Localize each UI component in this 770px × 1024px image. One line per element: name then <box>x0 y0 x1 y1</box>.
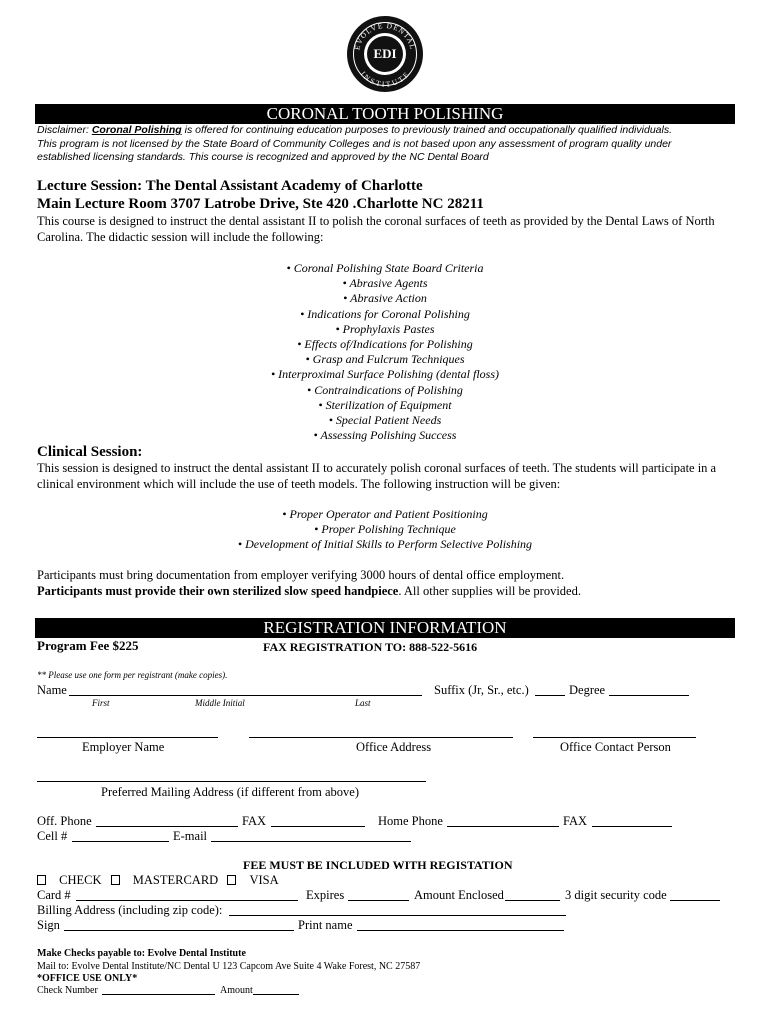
card-label: Card # <box>37 888 71 902</box>
list-item: • Assessing Polishing Success <box>313 428 457 443</box>
check-number-field[interactable] <box>102 994 215 995</box>
first-name-caption: First <box>92 698 110 708</box>
list-item: • Proper Operator and Patient Positioning <box>282 507 488 521</box>
title-banner: CORONAL TOOTH POLISHING <box>35 104 735 124</box>
list-item: • Abrasive Agents <box>342 276 428 291</box>
check-checkbox[interactable] <box>37 875 46 885</box>
home-phone-field[interactable] <box>447 826 559 827</box>
email-label: E-mail <box>173 829 208 843</box>
middle-initial-caption: Middle Initial <box>195 698 245 708</box>
office-phone-field[interactable] <box>96 826 238 827</box>
employer-name-caption: Employer Name <box>82 740 165 754</box>
disclaimer <box>37 124 737 165</box>
billing-address-label: Billing Address (including zip code): <box>37 903 223 917</box>
list-item: • Proper Polishing Technique <box>314 522 456 537</box>
requirement-documentation: Participants must bring documentation from employer verifying 3000 hours of dental office employment. <box>37 568 565 582</box>
expires-field[interactable] <box>348 900 409 901</box>
visa-label: VISA <box>249 873 279 887</box>
mail-to: Mail to: Evolve Dental Institute/NC Dental U 123 Capcom Ave Suite 4 Wake Forest, NC 27587 <box>37 961 421 972</box>
mastercard-label: MASTERCARD <box>132 873 219 887</box>
disclaimer-line3: established licensing standards. This course is recognized and approved by the NC Dental Board <box>37 151 489 163</box>
cell-field[interactable] <box>72 841 169 842</box>
disclaimer-line2: This program is not licensed by the State Board of Community Colleges and is not based upon any assessment of program quality under <box>37 137 672 150</box>
expires-label: Expires <box>306 888 345 902</box>
last-name-caption: Last <box>355 698 371 708</box>
fax-registration: FAX REGISTRATION TO: 888-522-5616 <box>263 640 478 654</box>
clinical-heading: Clinical Session: <box>37 444 143 460</box>
signature-field[interactable] <box>64 930 294 931</box>
requirements <box>37 567 737 599</box>
print-name-field[interactable] <box>357 930 564 931</box>
degree-field[interactable] <box>609 695 689 696</box>
list-item: • Special Patient Needs <box>328 413 442 428</box>
home-phone-label: Home Phone <box>378 814 443 828</box>
clinical-description <box>37 460 737 492</box>
billing-address-field[interactable] <box>229 915 566 916</box>
amount-label: Amount <box>220 985 253 996</box>
mastercard-checkbox[interactable] <box>111 875 120 885</box>
security-code-label: 3 digit security code <box>565 888 667 902</box>
cell-label: Cell # <box>37 829 68 843</box>
amount-enclosed-field[interactable] <box>505 900 560 901</box>
home-fax-field[interactable] <box>592 826 672 827</box>
disclaimer-label: Disclaimer: <box>37 124 92 136</box>
visa-checkbox[interactable] <box>227 875 236 885</box>
checks-payable: Make Checks payable to: Evolve Dental Institute <box>37 948 246 959</box>
list-item: • Prophylaxis Pastes <box>335 321 435 336</box>
security-code-field[interactable] <box>670 900 720 901</box>
disclaimer-course: Coronal Polishing <box>91 124 182 136</box>
name-label: Name <box>37 683 67 697</box>
check-label: CHECK <box>59 873 102 887</box>
lecture-location: Main Lecture Room 3707 Latrobe Drive, Ste 420 .Charlotte NC 28211 <box>37 196 484 212</box>
fax-field[interactable] <box>271 826 365 827</box>
registration-banner: REGISTRATION INFORMATION <box>35 618 735 638</box>
list-item: • Coronal Polishing State Board Criteria <box>286 261 484 275</box>
list-item: • Sterilization of Equipment <box>318 397 452 412</box>
clinical-body-line1: This session is designed to instruct the dental assistant II to accurately polish coronal surfaces of teeth. The students will participate in a <box>37 461 717 475</box>
disclaimer-line1: is offered for continuing education purposes to previously trained and occupationally qualified individuals. <box>181 124 672 136</box>
evolve-dental-logo <box>347 16 423 92</box>
office-address-field[interactable] <box>249 737 513 738</box>
suffix-label: Suffix (Jr, Sr., etc.) <box>434 683 529 697</box>
lecture-body-line1: This course is designed to instruct the dental assistant II to polish the coronal surfaces of teeth as provided by the Dental Laws of North <box>37 214 715 228</box>
office-phone-label: Off. Phone <box>37 814 92 828</box>
office-contact-field[interactable] <box>533 737 696 738</box>
list-item: • Development of Initial Skills to Perform Selective Polishing <box>237 537 533 552</box>
card-number-field[interactable] <box>76 900 298 901</box>
lecture-description <box>37 213 737 245</box>
clinical-topics <box>35 507 735 553</box>
lecture-topics <box>35 261 735 443</box>
logo-bottom-text: INSTITUTE <box>358 69 412 89</box>
list-item: • Grasp and Fulcrum Techniques <box>305 352 465 367</box>
list-item: • Abrasive Action <box>343 291 427 306</box>
list-item: • Indications for Coronal Polishing <box>300 306 470 321</box>
clinical-body-line2: clinical environment which will include the use of teeth models. The following instruction will be given: <box>37 477 561 491</box>
logo-top-text: EVOLVE DENTAL <box>352 20 418 51</box>
office-address-caption: Office Address <box>356 740 432 754</box>
list-item: • Effects of/Indications for Polishing <box>297 337 473 352</box>
amount-field[interactable] <box>253 994 299 995</box>
requirement-handpiece: Participants must provide their own sterilized slow speed handpiece <box>37 584 399 598</box>
fax-label: FAX <box>242 814 267 828</box>
employer-name-field[interactable] <box>37 737 218 738</box>
sign-label: Sign <box>37 918 60 932</box>
list-item: • Interproximal Surface Polishing (dental floss) <box>270 367 500 382</box>
payment-options <box>37 873 279 888</box>
program-fee: Program Fee $225 <box>37 638 139 653</box>
mailing-address-field[interactable] <box>37 781 426 782</box>
print-name-label: Print name <box>298 918 353 932</box>
list-item: • Contraindications of Polishing <box>307 382 463 397</box>
mailing-address-caption: Preferred Mailing Address (if different from above) <box>101 785 360 799</box>
lecture-heading: Lecture Session: The Dental Assistant Academy of Charlotte <box>37 178 423 194</box>
office-contact-caption: Office Contact Person <box>560 740 671 754</box>
name-field[interactable] <box>69 695 422 696</box>
home-fax-label: FAX <box>563 814 588 828</box>
fee-heading: FEE MUST BE INCLUDED WITH REGISTATION <box>243 858 513 872</box>
email-field[interactable] <box>211 841 411 842</box>
registration-note: ** Please use one form per registrant (make copies). <box>37 670 228 680</box>
suffix-field[interactable] <box>535 695 565 696</box>
requirement-supplies: . All other supplies will be provided. <box>398 584 581 598</box>
logo-center-text: EDI <box>367 36 403 72</box>
lecture-body-line2: Carolina. The didactic session will include the following: <box>37 230 324 244</box>
check-number-label: Check Number <box>37 985 98 996</box>
amount-enclosed-label: Amount Enclosed <box>414 888 504 902</box>
office-use-only: *OFFICE USE ONLY* <box>37 973 138 984</box>
degree-label: Degree <box>569 683 606 697</box>
